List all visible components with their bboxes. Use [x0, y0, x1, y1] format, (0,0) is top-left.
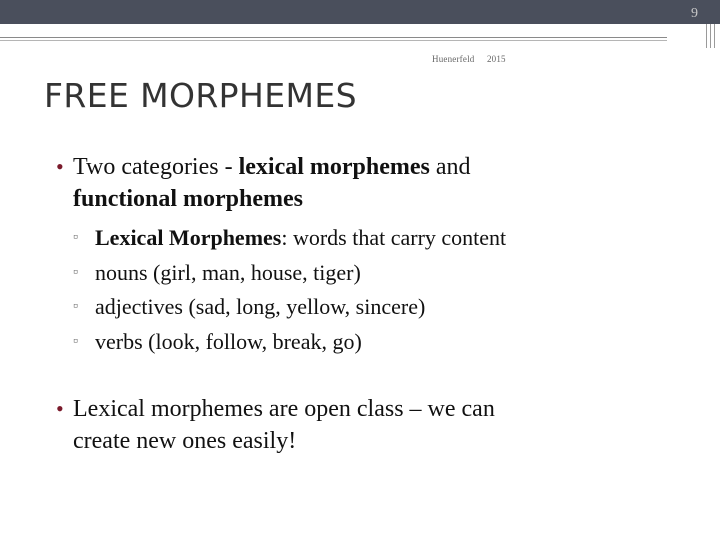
square-bullet-icon: ▫: [73, 333, 78, 349]
bullet-text-middle: and: [429, 154, 471, 180]
bold-lexical-label: Lexical Morphemes: [95, 225, 282, 250]
bullet-text: [56, 393, 686, 457]
sub-item-text: nouns (girl, man, house, tiger): [95, 259, 361, 285]
author-date: [432, 54, 506, 64]
bullet-text-line-2: create new ones easily!: [73, 428, 297, 454]
sub-item-text: : words that carry content: [281, 225, 507, 250]
bold-functional-morphemes: functional morphemes: [73, 186, 303, 212]
sub-item-verbs: [73, 325, 686, 360]
bullet-dot-icon: •: [56, 154, 64, 179]
header-rule-secondary: [0, 40, 667, 41]
bullet-open-class: [56, 393, 686, 457]
bullet-text-before: Two categories -: [73, 154, 239, 180]
square-bullet-icon: ▫: [73, 230, 78, 245]
square-bullet-icon: ▫: [73, 299, 78, 314]
sub-item-text: verbs (look, follow, break, go): [95, 328, 362, 354]
right-rail-lines: [702, 24, 720, 48]
author: Huenerfeld: [432, 54, 475, 64]
bullet-text: [56, 151, 686, 215]
sub-item-lexical-definition: [73, 221, 686, 256]
square-bullet-icon: ▫: [73, 264, 78, 280]
right-rail-line: [714, 24, 715, 48]
year: 2015: [486, 54, 506, 64]
sub-list: [73, 221, 686, 359]
bullet-two-categories: [56, 151, 686, 359]
bold-lexical-morphemes: lexical morphemes: [238, 154, 430, 180]
sub-item-adjectives: [73, 290, 686, 325]
bullet-text-line-1: Lexical morphemes are open class – we can: [73, 396, 495, 422]
top-bar: [0, 0, 720, 24]
right-rail-line: [710, 24, 711, 48]
page-number: 9: [691, 6, 698, 21]
sub-item-nouns: [73, 256, 686, 291]
bullet-dot-icon: •: [56, 396, 64, 421]
header-rule: [0, 37, 667, 38]
sub-item-text: adjectives (sad, long, yellow, sincere): [95, 294, 426, 319]
right-rail-line: [706, 24, 707, 48]
slide-title: FREE MORPHEMES: [44, 76, 357, 115]
